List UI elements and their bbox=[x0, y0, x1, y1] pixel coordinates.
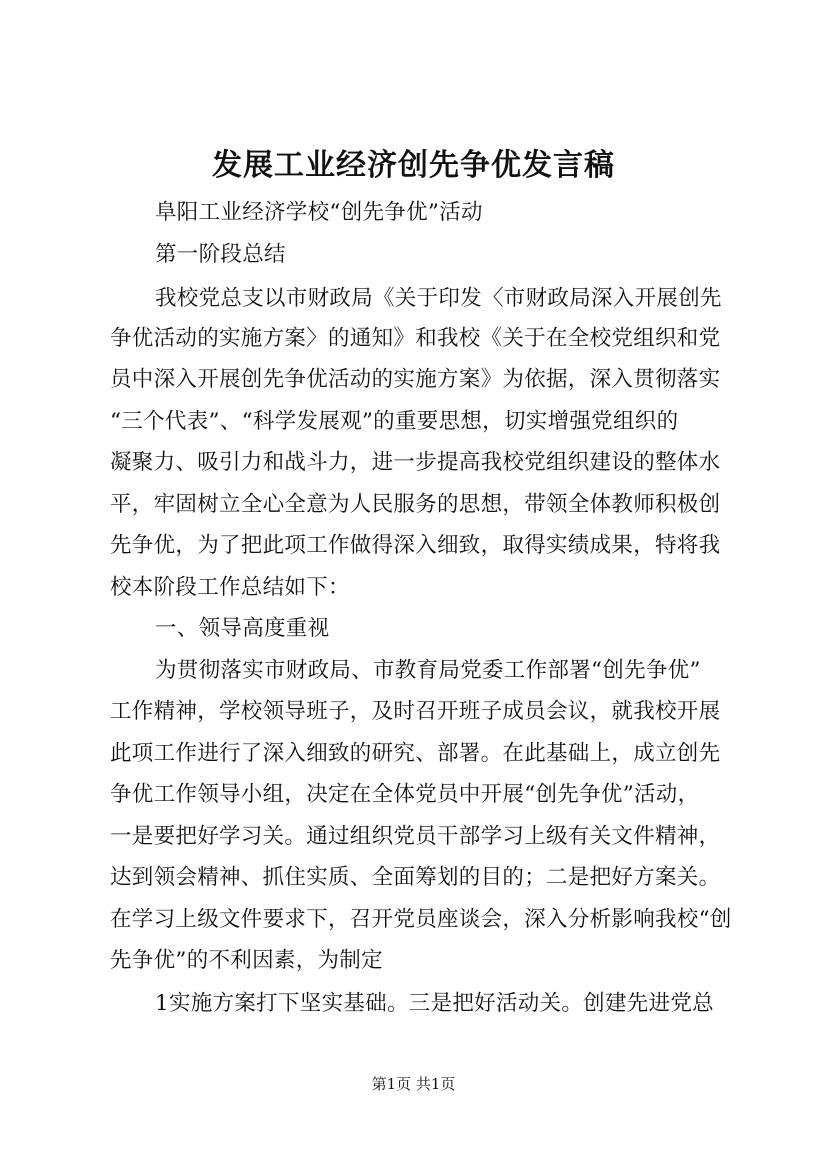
paragraph-line: 为贯彻落实市财政局、市教育局党委工作部署“创先争优” bbox=[155, 658, 701, 683]
paragraph-line: 此项工作进行了深入细致的研究、部署。在此基础上，成立创先 bbox=[110, 741, 721, 766]
paragraph-line: 凝聚力、吸引力和战斗力，进一步提高我校党组织建设的整体水 bbox=[110, 450, 721, 475]
subtitle-line-1: 阜阳工业经济学校“创先争优”活动 bbox=[155, 200, 483, 225]
paragraph-line: 争优活动的实施方案〉的通知》和我校《关于在全校党组织和党 bbox=[110, 326, 721, 351]
paragraph-line: 争优工作领导小组，决定在全体党员中开展“创先争优”活动， bbox=[110, 782, 700, 807]
paragraph-line: 先争优”的不利因素，为制定 bbox=[110, 948, 383, 973]
paragraph-line: 一是要把好学习关。通过组织党员干部学习上级有关文件精神， bbox=[110, 824, 721, 849]
paragraph-line: “三个代表”、“科学发展观”的重要思想，切实增强党组织的 bbox=[110, 409, 679, 434]
paragraph-line: 校本阶段工作总结如下： bbox=[110, 575, 350, 600]
page-number-footer: 第1页 共1页 bbox=[371, 1075, 456, 1093]
subtitle-line-2: 第一阶段总结 bbox=[155, 242, 286, 267]
paragraph-line: 我校党总支以市财政局《关于印发〈市财政局深入开展创先 bbox=[155, 286, 722, 311]
paragraph-line: 达到领会精神、抓住实质、全面筹划的目的；二是把好方案关。 bbox=[110, 865, 721, 890]
paragraph-line: 先争优，为了把此项工作做得深入细致，取得实绩成果，特将我 bbox=[110, 533, 721, 558]
document-title: 发展工业经济创先争优发言稿 bbox=[212, 148, 615, 183]
paragraph-line: 1实施方案打下坚实基础。三是把好活动关。创建先进党总 bbox=[155, 991, 714, 1016]
paragraph-line: 员中深入开展创先争优活动的实施方案》为依据，深入贯彻落实 bbox=[110, 367, 721, 392]
paragraph-line: 在学习上级文件要求下，召开党员座谈会，深入分析影响我校“创 bbox=[110, 907, 732, 932]
paragraph-line: 工作精神，学校领导班子，及时召开班子成员会议，就我校开展 bbox=[110, 699, 721, 724]
paragraph-line: 平，牢固树立全心全意为人民服务的思想，带领全体教师积极创 bbox=[110, 492, 721, 517]
section-heading: 一、领导高度重视 bbox=[155, 616, 330, 641]
